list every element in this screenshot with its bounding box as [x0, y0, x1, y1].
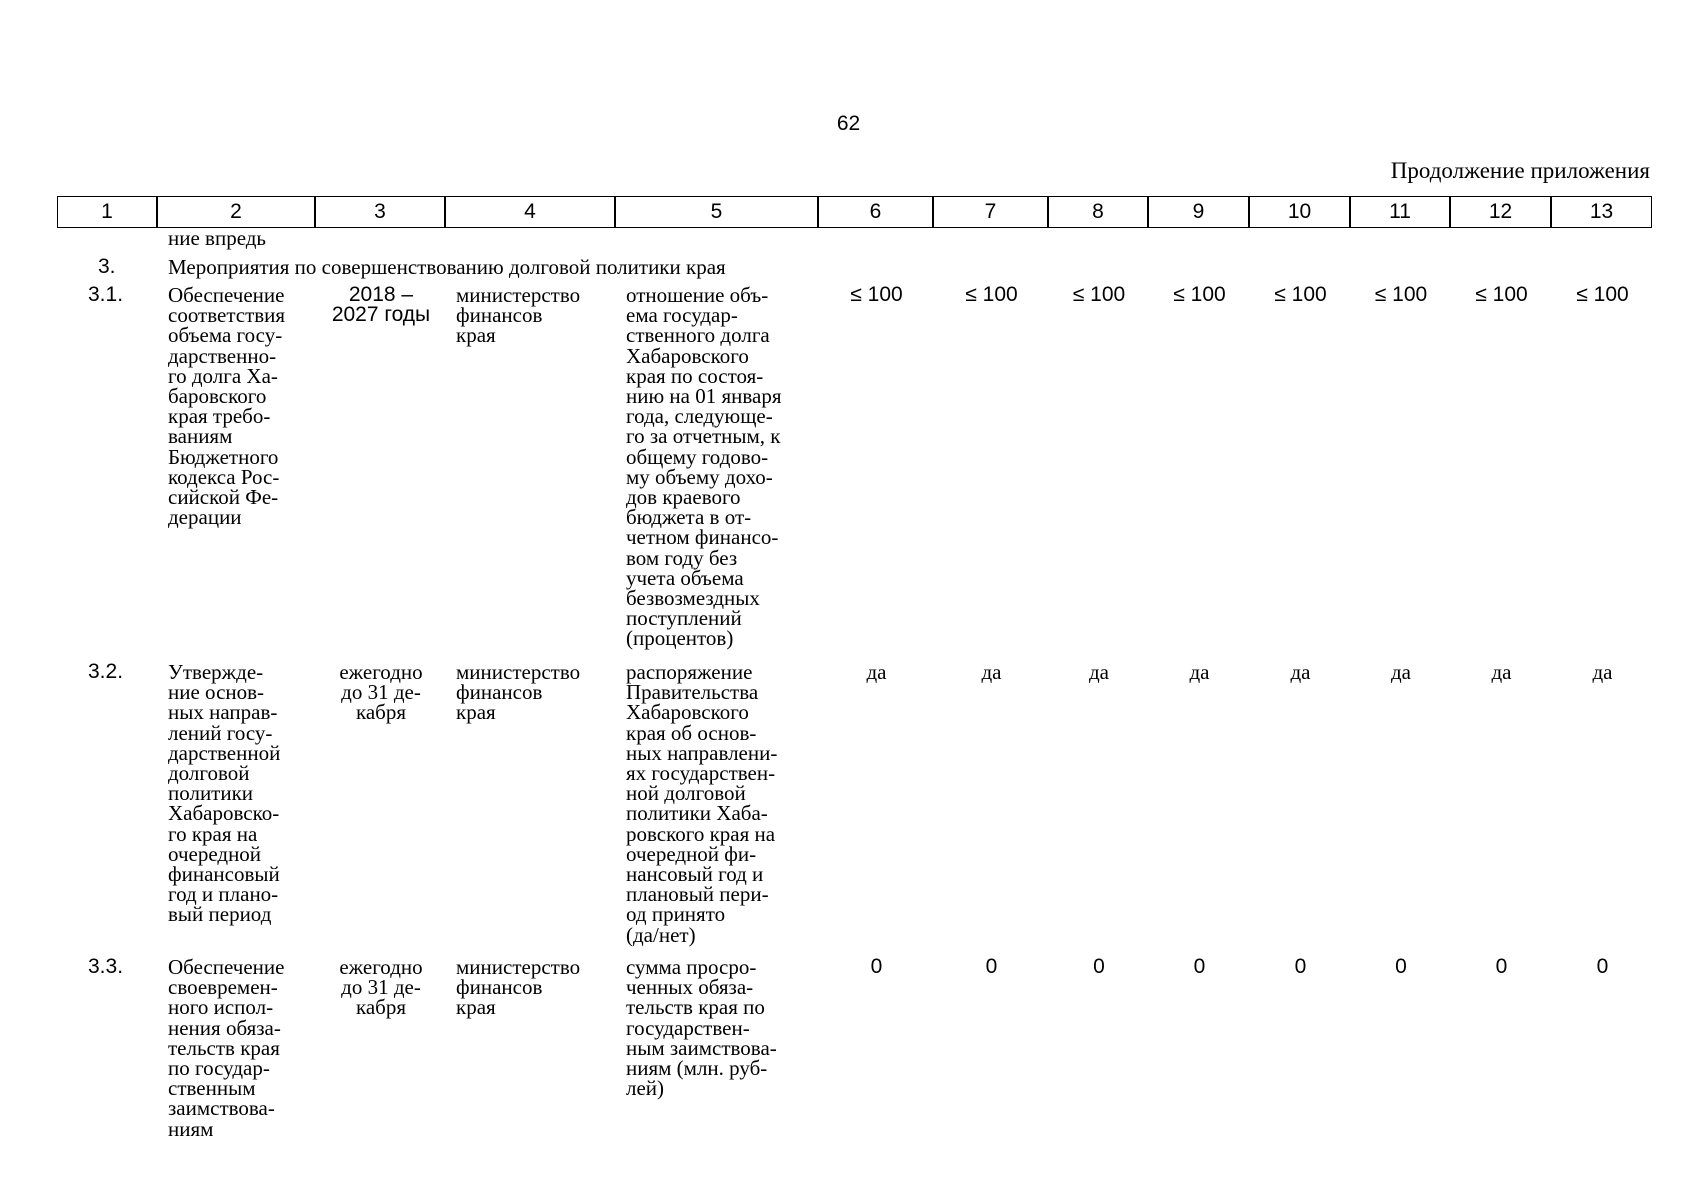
- row-executor: министерство финансов края: [456, 955, 581, 1020]
- carryover-text: ние впредь: [168, 226, 267, 250]
- row-name: Утвержде- ние основ- ных направ- лений госу- дарственной долговой политики Хабаровско- го края на очередной финансовый год и плано- вый период: [168, 660, 281, 927]
- header-col-8: 8: [1048, 196, 1148, 228]
- header-col-10: 10: [1249, 196, 1350, 228]
- row-period: ежегодно до 31 де- кабря: [339, 660, 423, 725]
- row-name: Обеспечение своевремен- ного испол- нения обяза- тельств края по государ- ственным заимствова- ниям: [168, 955, 285, 1141]
- row-number: 3.1.: [88, 283, 124, 306]
- value-col-11: 0: [1395, 955, 1407, 978]
- header-col-12: 12: [1450, 196, 1551, 228]
- value-col-8: да: [1088, 660, 1109, 684]
- value-col-7: 0: [985, 955, 998, 978]
- row-number: 3.3.: [88, 955, 124, 978]
- header-col-9: 9: [1148, 196, 1249, 228]
- value-col-7: ≤ 100: [965, 283, 1018, 306]
- value-col-10: да: [1290, 660, 1311, 684]
- value-col-11: да: [1390, 660, 1411, 684]
- header-col-1: 1: [57, 196, 157, 228]
- page-number: 62: [836, 112, 861, 135]
- value-col-13: ≤ 100: [1576, 283, 1629, 306]
- value-col-9: 0: [1193, 955, 1206, 978]
- value-col-8: ≤ 100: [1072, 283, 1126, 306]
- row-period: ежегодно до 31 де- кабря: [339, 955, 423, 1020]
- value-col-12: 0: [1495, 955, 1508, 978]
- row-executor: министерство финансов края: [456, 660, 581, 725]
- value-col-9: ≤ 100: [1173, 283, 1226, 306]
- value-col-6: 0: [870, 955, 883, 978]
- header-col-3: 3: [315, 196, 445, 228]
- row-executor: министерство финансов края: [456, 283, 581, 348]
- value-col-11: ≤ 100: [1374, 283, 1428, 306]
- value-col-6: ≤ 100: [850, 283, 903, 306]
- value-col-12: ≤ 100: [1475, 283, 1528, 306]
- header-col-13: 13: [1551, 196, 1652, 228]
- value-col-13: 0: [1596, 955, 1609, 978]
- value-col-12: да: [1491, 660, 1512, 684]
- value-col-7: да: [981, 660, 1002, 684]
- header-col-6: 6: [818, 196, 933, 228]
- value-col-10: ≤ 100: [1274, 283, 1327, 306]
- row-number: 3.2.: [88, 660, 124, 683]
- value-col-13: да: [1592, 660, 1613, 684]
- value-col-8: 0: [1093, 955, 1105, 978]
- row-indicator: распоряжение Правительства Хабаровского края об основ- ных направлени- ях государствен- ной долговой политики Хаба- ровского края на очередной фи- нансовый год и плановый пери- од принято (да/нет): [626, 660, 778, 947]
- row-indicator: сумма просро- ченных обяза- тельств края по государствен- ным заимствова- ниям (млн. руб- лей): [626, 955, 777, 1101]
- row-name: Обеспечение соответствия объема госу- дарственно- го долга Ха- баровского края требо- ваниям Бюджетного кодекса Рос- сийской Фе- дерации: [168, 283, 286, 530]
- header-col-4: 4: [445, 196, 615, 228]
- table-caption: Продолжение приложения: [1390, 158, 1650, 183]
- header-col-2: 2: [157, 196, 315, 228]
- value-col-6: да: [866, 660, 887, 684]
- section-number: 3.: [98, 255, 116, 278]
- header-col-5: 5: [615, 196, 818, 228]
- row-period: 2018 – 2027 годы: [331, 283, 431, 327]
- header-col-7: 7: [933, 196, 1048, 228]
- section-title: Мероприятия по совершенствованию долговой политики края: [168, 255, 726, 279]
- value-col-10: 0: [1294, 955, 1307, 978]
- value-col-9: да: [1189, 660, 1210, 684]
- row-indicator: отношение объ- ема государ- ственного долга Хабаровского края по состоя- нию на 01 января года, следующе- го за отчетным, к общему годово- му объему дохо- дов краевого бюджета в от- четном финансо- вом году без учета объема безвозмездных поступлений (процентов): [626, 283, 782, 651]
- header-col-11: 11: [1350, 196, 1450, 228]
